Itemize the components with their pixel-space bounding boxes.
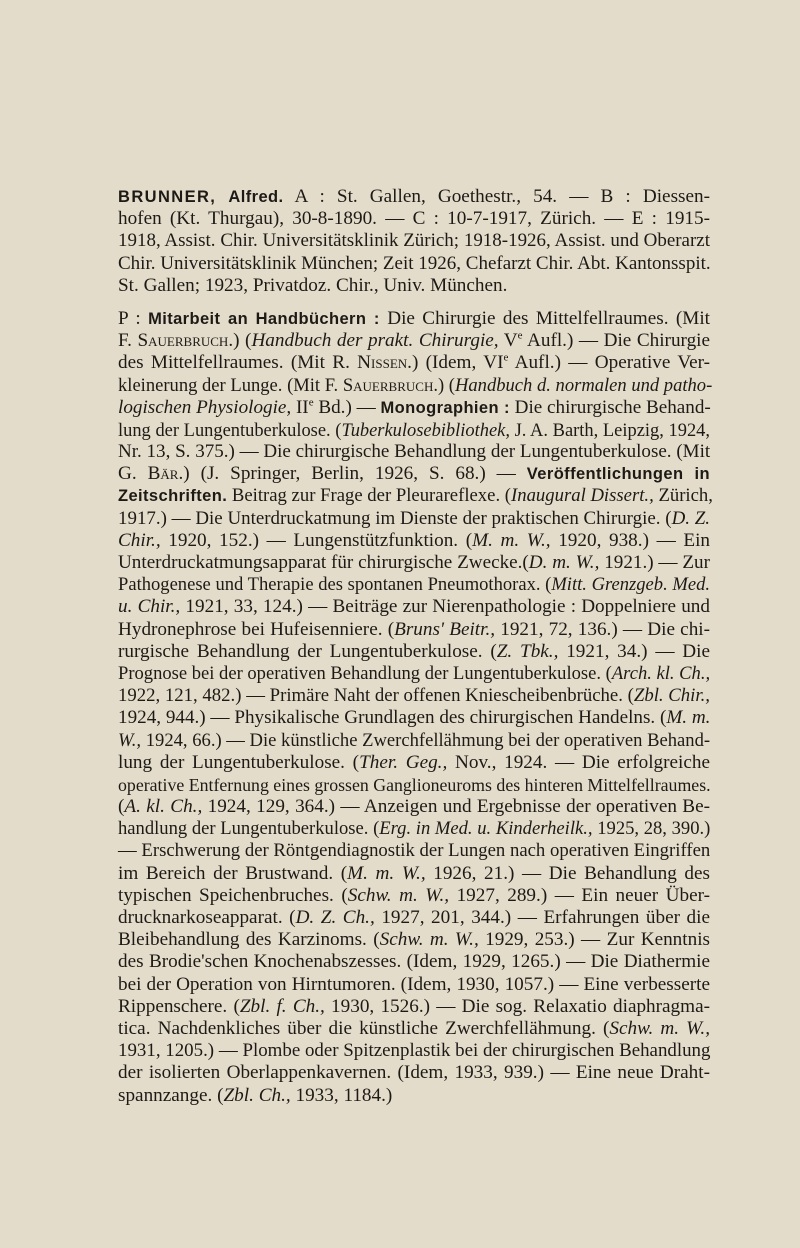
biographical-entry [118,186,713,1107]
section-heading-monographien: Monographien : [380,398,510,417]
section-heading-zeitschriften: Zeitschriften. [118,487,228,506]
entry-surname: BRUNNER, [118,188,217,206]
section-heading-veroeffentlichungen: Veröffentlichungen in [526,465,711,484]
biography-paragraph: BRUNNER, Alfred. A : St. Gallen, Goethestr., 54. — B : Diessen- hofen (Kt. Thurgau), 30-8-1890. — C : 10-7-1917, Zürich. — E : 1915- 1918, Assist. Chir. Universitätsklinik Zürich; 1918-1926, Assist. und Oberarzt Chir. Universitätsklinik München; Zeit 1926, Chefarzt Chir. Abt. Kantonsspit. St. Gallen; 1923, Privatdoz. Chir., Univ. München. [118,186,711,296]
entry-firstname: Alfred. [228,188,284,206]
publications-paragraph: P : Mitarbeit an Handbüchern : Die Chirurgie des Mittelfellraumes. (Mit F. Sauerbruch.) (Handbuch der prakt. Chirurgie, Ve Aufl.) — Die Chirurgie des Mittelfellraumes. (Mit R. Nissen.) (Idem, VIe Aufl.) — Operative Ver- kleinerung der Lunge. (Mit F. Sauerbruch.) (Handbuch d. normalen und patho- logischen Physiologie, IIe Bd.) — Monographien : Die chirurgische Behand- lung der Lungentuberkulose. (Tuberkulosebibliothek, J. A. Barth, Leipzig, 1924, Nr. 13, S. 375.) — Die chirurgische Behandlung der Lungentuberkulose. (Mit G. Bär.) (J. Springer, Berlin, 1926, S. 68.) — Veröffentlichungen in Zeitschriften. Beitrag zur Frage der Pleurareflexe. (Inaugural Dissert., Zürich, 1917.) — Die Unterdruckatmung im Dienste der praktischen Chirurgie. (D. Z. Chir., 1920, 152.) — Lungenstützfunktion. (M. m. W., 1920, 938.) — Ein Unterdruckatmungsapparat für chirurgische Zwecke.(D. m. W., 1921.) — Zur Pathogenese und Therapie des spontanen Pneumothorax. (Mitt. Grenzgeb. Med. u. Chir., 1921, 33, 124.) — Beiträge zur Nierenpathologie : Doppelniere und Hydronephrose bei Hufeisenniere. (Bruns' Beitr., 1921, 72, 136.) — Die chi- rurgische Behandlung der Lungentuberkulose. (Z. Tbk., 1921, 34.) — Die Prognose bei der operativen Behandlung der Lungentuberkulose. (Arch. kl. Ch., 1922, 121, 482.) — Primäre Naht der offenen Kniescheibenbrüche. (Zbl. Chir., 1924, 944.) — Physikalische Grundlagen des chirurgischen Handelns. (M. m. W., 1924, 66.) — Die künstliche Zwerchfellähmung bei der operativen Behand- lung der Lungentuberkulose. (Ther. Geg., Nov., 1924. — Die erfolgreiche operative Entfernung eines grossen Ganglioneuroms des hinteren Mittelfellraumes. (A. kl. Ch., 1924, 129, 364.) — Anzeigen und Ergebnisse der operativen Be- handlung der Lungentuberkulose. (Erg. in Med. u. Kinderheilk., 1925, 28, 390.) — Erschwerung der Röntgendiagnostik der Lungen nach operativen Eingriffen im Bereich der Brustwand. (M. m. W., 1926, 21.) — Die Behandlung des typischen Speichenbruches. (Schw. m. W., 1927, 289.) — Ein neuer Über- drucknarkoseapparat. (D. Z. Ch., 1927, 201, 344.) — Erfahrungen über die Bleibehandlung des Karzinoms. (Schw. m. W., 1929, 253.) — Zur Kenntnis des Brodie'schen Knochenabszesses. (Idem, 1929, 1265.) — Die Diathermie bei der Operation von Hirntumoren. (Idem, 1930, 1057.) — Eine verbesserte Rippenschere. (Zbl. f. Ch., 1930, 1526.) — Die sog. Relaxatio diaphragma- tica. Nachdenkliches über die künstliche Zwerchfellähmung. (Schw. m. W., 1931, 1205.) — Plombe oder Spitzenplastik bei der chirurgischen Behandlung der isolierten Oberlappenkavernen. (Idem, 1933, 939.) — Eine neue Draht- spannzange. (Zbl. Ch., 1933, 1184.) [118,307,713,1106]
section-heading-mitarbeit: Mitarbeit an Handbüchern : [148,309,380,328]
